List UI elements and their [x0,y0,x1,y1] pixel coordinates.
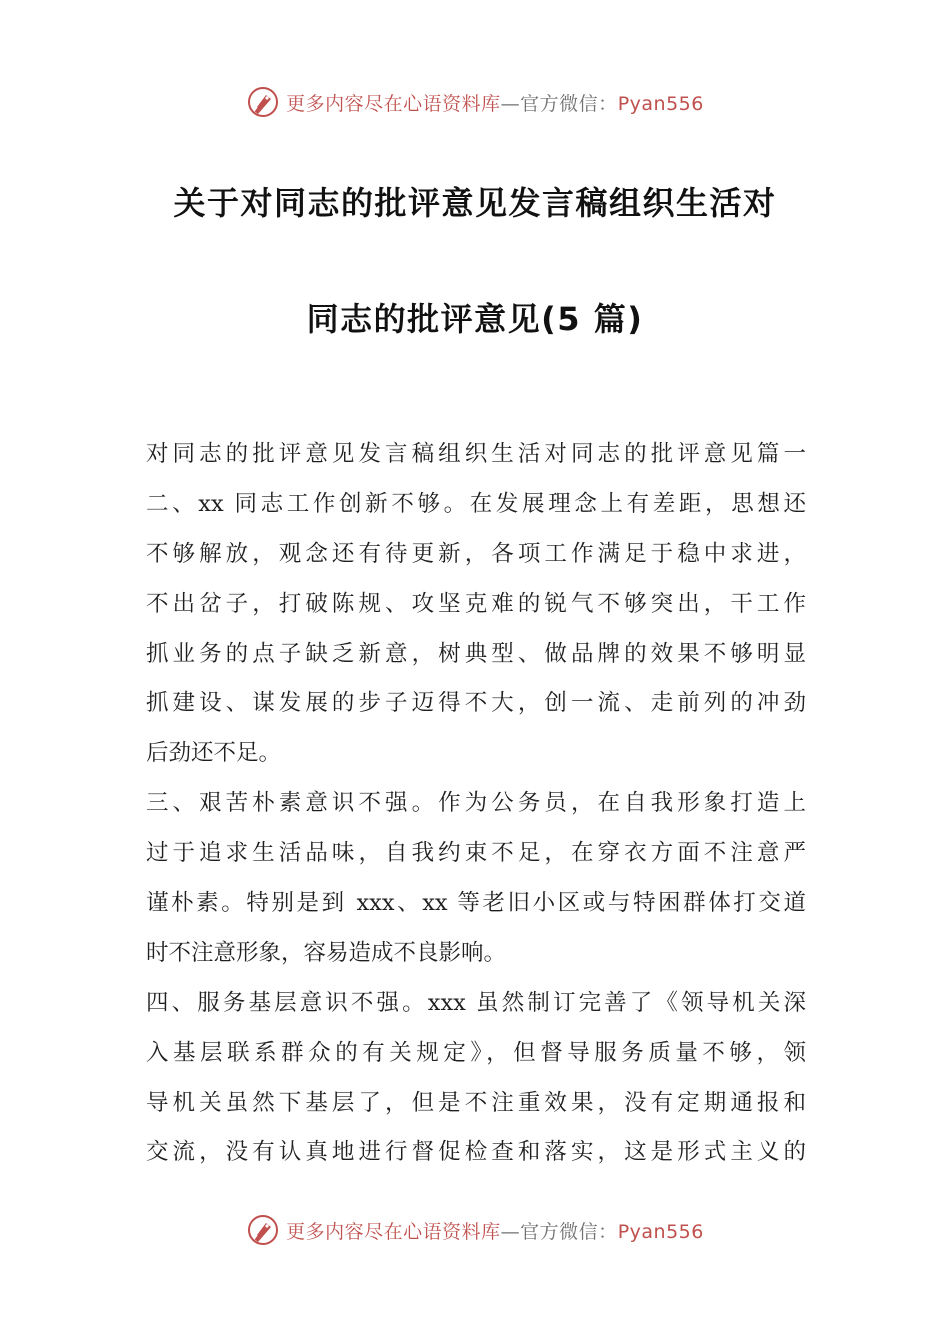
pen-nib-logo-icon [246,1213,280,1247]
wechat-id: Pyan556 [617,1220,704,1243]
body-line: 不出岔子，打破陈规、攻坚克难的锐气不够突出，干工作 [146,590,806,617]
footer-banner [0,1210,950,1250]
separator-dash: — [500,1220,521,1243]
body-line: 四、服务基层意识不强。xxx 虽然制订完善了《领导机关深 [146,989,806,1016]
official-wechat-label: 官方微信： [520,92,618,115]
site-name: 更多内容尽在心语资料库 [286,92,501,115]
body-line: 对同志的批评意见发言稿组织生活对同志的批评意见篇一 [146,441,806,467]
pen-nib-logo-icon [246,85,280,119]
site-name: 更多内容尽在心语资料库 [286,1220,501,1243]
footer-banner-text [286,1217,704,1244]
body-line: 不够解放，观念还有待更新，各项工作满足于稳中求进， [146,540,806,567]
wechat-id: Pyan556 [617,92,704,115]
body-line: 过于追求生活品味，自我约束不足，在穿衣方面不注意严 [146,840,806,867]
body-line: 三、艰苦朴素意识不强。作为公务员，在自我形象打造上 [146,790,806,817]
body-line: 二、xx 同志工作创新不够。在发展理念上有差距，思想还 [146,490,806,517]
header-banner [0,82,950,122]
document-title-line-2: 同志的批评意见(5 篇) [306,300,644,338]
body-line: 入基层联系群众的有关规定》，但督导服务质量不够，领 [146,1039,806,1066]
body-line: 时不注意形象，容易造成不良影响。 [146,939,507,966]
document-title-line-1: 关于对同志的批评意见发言稿组织生活对 [173,184,777,222]
body-line: 抓建设、谋发展的步子迈得不大，创一流、走前列的冲劲 [146,690,806,717]
separator-dash: — [500,92,521,115]
body-line: 后劲还不足。 [146,740,282,767]
body-line: 谨朴素。特别是到 xxx、xx 等老旧小区或与特困群体打交道 [146,890,806,917]
body-line: 交流，没有认真地进行督促检查和落实，这是形式主义的 [146,1139,806,1166]
document-body [146,430,806,1178]
body-line: 抓业务的点子缺乏新意，树典型、做品牌的效果不够明显 [146,640,806,667]
header-banner-text [286,89,704,116]
body-line: 导机关虽然下基层了，但是不注重效果，没有定期通报和 [146,1089,806,1116]
official-wechat-label: 官方微信： [520,1220,618,1243]
